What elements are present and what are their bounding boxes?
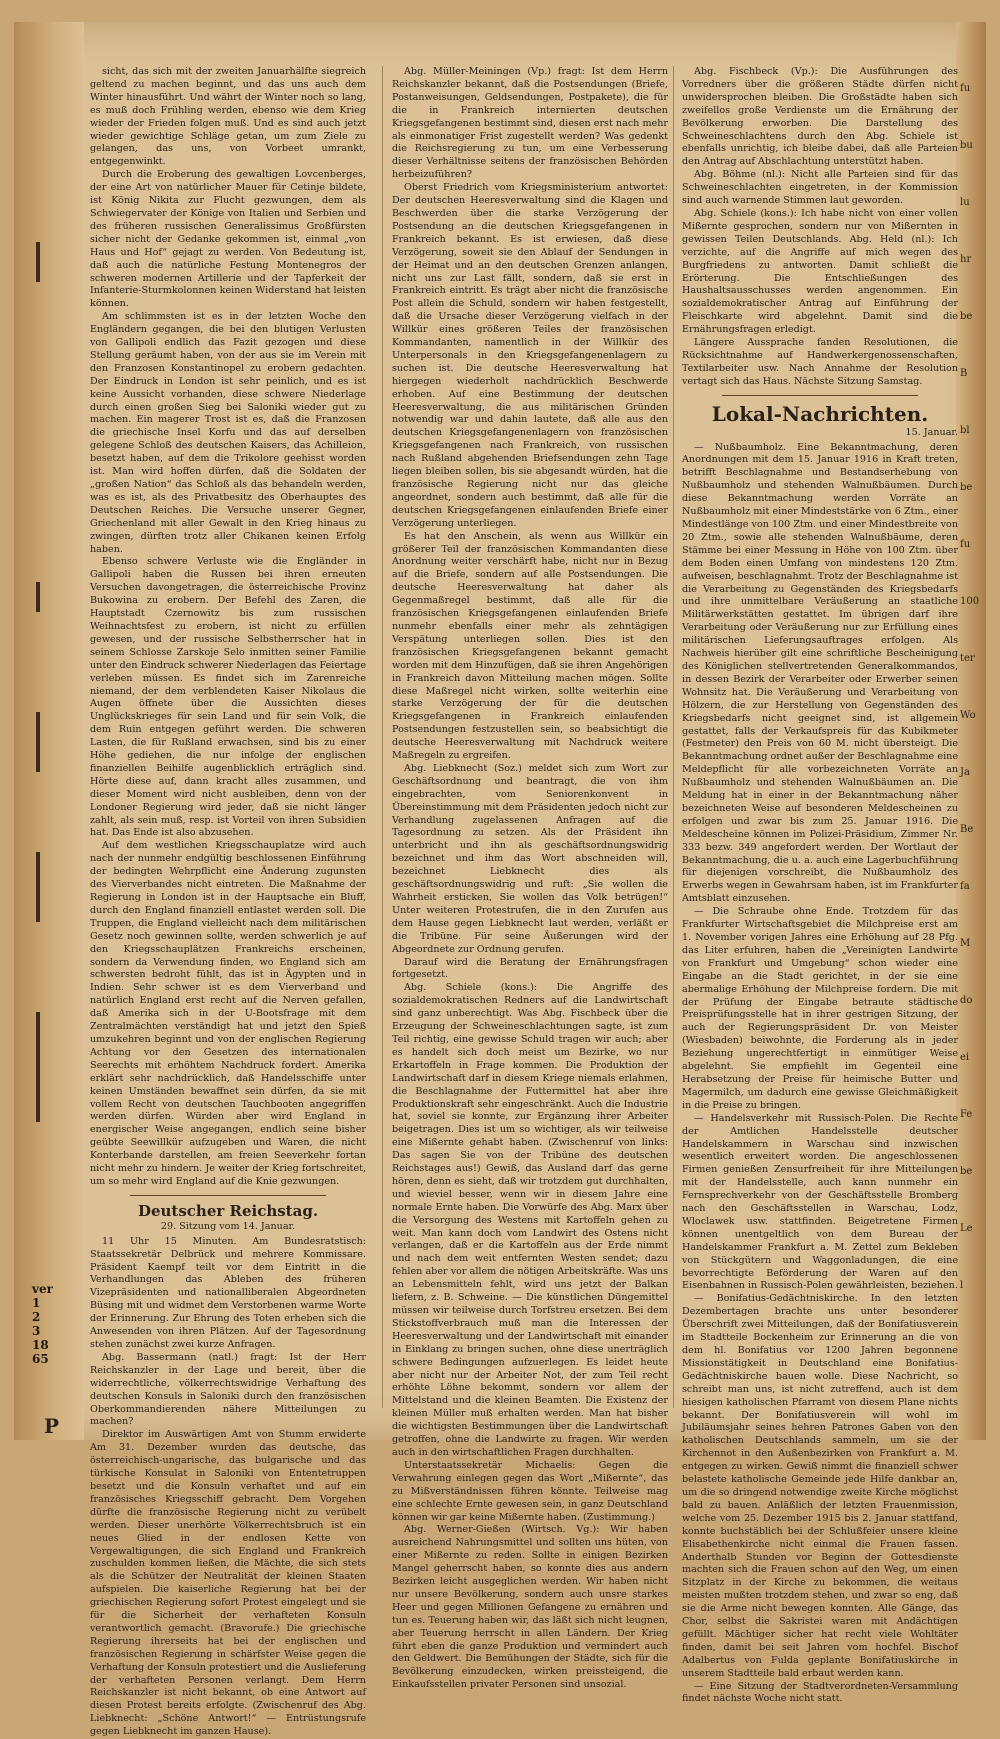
edge-fragment: l	[960, 1280, 964, 1291]
paragraph: Direktor im Auswärtigen Amt von Stumm erwiderte Am 31. Dezember wurden das deutsche, das österreichisch-ungarische, das bulgarische und das türkische Konsulat in Saloniki von Ententetruppen besetzt und die Konsuln verhaftet und auf ein französisches Kriegsschiff gebracht. Dem Vorgehen dürfte die französische Regierung nicht zu verübelt werden. Dieser unerhörte Völkerrechtsbruch ist ein neues Glied in der endlosen Kette von Vergewaltigungen, die sich England und Frankreich zuschulden kommen ließen, die Mächte, die sich stets als die Schützer der Neutralität der kleinen Staaten aufspielen. Die kaiserliche Regierung hat bei der griechischen Regierung sofort Protest eingelegt und sie für die Sicherheit der verhafteten Konsuln verantwortlich gemacht. (Bravorufe.) Die griechische Regierung ihrerseits hat bei der englischen und französischen Regierung in schärfster Weise gegen die Verhaftung der Konsuln protestiert und die Auslieferung der verhafteten Personen verlangt. Dem Herrn Reichskanzler ist nicht bekannt, ob eine Antwort auf diesen Protest bereits erfolgte. (Zwischenruf des Abg. Liebknecht: „Schöne Antwort!“ — Entrüstungsrufe gegen Liebknecht im ganzen Hause).	[90, 1429, 366, 1738]
column-2	[392, 66, 668, 1691]
edge-fragment: fa	[960, 881, 970, 892]
margin-bar	[36, 712, 40, 772]
edge-fragment: Be	[960, 824, 974, 835]
margin-notes	[32, 1282, 72, 1366]
paragraph: Abg. Fischbeck (Vp.): Die Ausführungen des Vorredners über die größeren Städte dürfen nicht unwidersprochen bleiben. Die Großstädte haben sich zweifellos große Verdienste um die Ernährung der Bevölkerung erworben. Die Darstellung des Schweineschlachtens durch den Abg. Schiele ist ebenfalls unrichtig, ich bleibe dabei, daß alle Parteien den Antrag auf Abschlachtung unterstützt haben.	[682, 66, 958, 168]
col3-section-body	[682, 442, 958, 1707]
right-edge-fragments	[960, 82, 984, 1336]
newspaper-page	[14, 22, 986, 1738]
column-1	[90, 66, 366, 1738]
paragraph: Abg. Müller-Meiningen (Vp.) fragt: Ist dem Herrn Reichskanzler bekannt, daß die Postsendungen (Briefe, Postanweisungen, Geldsendungen, Postpakete), die für die in Frankreich internierten deutschen Kriegsgefangenen bestimmt sind, diesen erst nach mehr als einmonatiger Frist zugestellt werden? Was gedenkt die Reichsregierung zu tun, um eine Verbesserung dieser Verhältnisse seitens der französischen Behörden herbeizuführen?	[392, 66, 668, 181]
edge-fragment: Fe	[960, 1109, 973, 1120]
margin-note: 2	[32, 1310, 41, 1324]
paragraph: — Nußbaumholz. Eine Bekanntmachung, deren Anordnungen mit dem 15. Januar 1916 in Kraft treten, betrifft Beschlagnahme und Bestandserhebung von Nußbaumholz und stehenden Walnußbäumen. Durch diese Bekanntmachung werden Vorräte an Nußbaumholz mit einer Mindeststärke von 6 Ztm., einer Mindestlänge von 100 Ztm. und einer Mindestbreite von 20 Ztm., sowie alle stehenden Walnußbäume, deren Stämme bei einer Messung in Höhe von 100 Ztm. über dem Boden einen Umfang von mindestens 120 Ztm. aufweisen, beschlagnahmt. Trotz der Beschlagnahme ist die Verarbeitung zu Gegenständen des Kriegsbedarfs und ihre unmittelbare Veräußerung an staatliche Militärwerkstätten gestattet. Im übrigen darf ihre Verarbeitung oder Veräußerung nur zur Erfüllung eines militärischen Lieferungsauftrages erfolgen. Als Nachweis hierüber gilt eine schriftliche Bescheinigung des Königlichen stellvertretenden Generalkommandos, in dessen Bezirk der Verarbeiter oder Erwerber seinen Wohnsitz hat. Die Veräußerung und Verarbeitung von Hölzern, die zur Herstellung von Gegenständen des Kriegsbedarfs nicht geeignet sind, ist allgemein gestattet, falls der Verkaufspreis für das Kubikmeter (Festmeter) den Preis von 60 M. nicht übersteigt. Die Bekanntmachung ordnet außer der Beschlagnahme eine Meldepflicht für alle vorbezeichneten Vorräte an Nußbaumholz und stehenden Walnußbäumen an. Die Meldung hat in einer in der Bekanntmachung näher bezeichneten Weise auf besonderen Meldescheinen zu erfolgen und zwar bis zum 25. Januar 1916. Die Meldescheine können im Polizei-Präsidium, Zimmer Nr. 333 bezw. 349 angefordert werden. Der Wortlaut der Bekanntmachung, die u. a. auch eine Lagerbuchführung für diejenigen vorschreibt, die Nußbaumholz des Erwerbs wegen in Gewahrsam haben, ist im Frankfurter Amtsblatt einzusehen.	[682, 441, 958, 905]
margin-bar	[36, 582, 40, 612]
paragraph: Abg. Werner-Gießen (Wirtsch. Vg.): Wir haben ausreichend Nahrungsmittel und sollten uns hüten, von einer Mißernte zu reden. Sollte in einigen Bezirken Mangel geherrscht haben, so konnte dies aus andern Bezirken leicht ausgeglichen werden. Wir haben nicht nur unsere Bevölkerung, sondern auch unsre starkes Heer und gegen Millionen Gefangene zu ernähren und tun es. Teuerung haben wir, das läßt sich nicht leugnen, aber Teuerung herrscht in allen Ländern. Der Krieg führt eben die ganze Produktion und vermindert auch den Geldwert. Die Bemühungen der Städte, sich für die Bevölkerung einzudecken, wirken preissteigend, die Einkaufsstellen privater Personen sind unsozial.	[392, 1524, 668, 1691]
paragraph: Abg. Liebknecht (Soz.) meldet sich zum Wort zur Geschäftsordnung und beantragt, die von ihm eingebrachten, vom Seniorenkonvent in Übereinstimmung mit dem Präsidenten jedoch nicht zur Verhandlung zugelassenen Anfragen auf die Tagesordnung zu setzen. Als der Präsident ihn unterbricht und ihn als geschäftsordnungswidrig bezeichnet und ihm das Wort abschneiden will, bezeichnet Liebknecht dies als geschäftsordnungswidrig und ruft: „Sie wollen die Wahrheit ersticken, Sie wollen das Volk betrügen!“ Unter weiteren Protestrufen, die in den Zurufen aus dem Hause gegen Liebknecht laut werden, verläßt er die Tribüne. Für seine Äußerungen wird der Abgeordnete zur Ordnung gerufen.	[392, 762, 668, 955]
paragraph: Ebenso schwere Verluste wie die Engländer in Gallipoli haben die Russen bei ihren erneuten Versuchen davongetragen, die österreichische Provinz Bukowina zu erobern. Der Befehl des Zaren, die Hauptstadt Czernowitz bis zum russischen Weihnachtsfest zu erobern, ist nicht zu erfüllen gewesen, und der russische Selbstherrscher hat in seinem Schlosse Zarskoje Selo inmitten seiner Familie unter den Eindruck schwerer Niederlagen das Feiertage verleben müssen. Es findet sich im Zarenreiche niemand, der dem verblendeten Kaiser Nikolaus die Augen öffnete über die Aussichten dieses Unglückskrieges für sein Land und für sein Volk, die dem Ruin entgegen geführt werden. Die schweren Lasten, die für Rußland erwachsen, sind bis zu einer Höhe gediehen, die nur infolge der englischen finanziellen Beihilfe augenblicklich erträglich sind. Hörte diese auf, dann kracht alles zusammen, und dieser Moment wird nicht ausbleiben, denn von der Londoner Regierung wird jeder, daß sie nicht länger zahlt, als sein muß, resp. ist Vorteil von ihren Subsidien hat. Das Ende ist also abzusehen.	[90, 556, 366, 839]
edge-fragment: Wo	[960, 710, 976, 721]
paragraph: Abg. Bassermann (natl.) fragt: Ist der Herr Reichskanzler in der Lage und bereit, über die widerrechtliche, völkerrechtswidrige Verhaftung des deutschen Konsuls in Saloniki durch den französischen Oberkommandierenden nähere Mitteilungen zu machen?	[90, 1351, 366, 1428]
paragraph: Unterstaatssekretär Michaelis: Gegen die Verwahrung einlegen gegen das Wort „Mißernte“, das zu Mißverständnissen führen könnte. Teilweise mag eine schlechte Ernte gewesen sein, in ganz Deutschland können wir gar keine Mißernte haben. (Zustimmung.)	[392, 1459, 668, 1523]
paragraph: Auf dem westlichen Kriegsschauplatze wird auch nach der nunmehr endgültig beschlossenen Einführung der bedingten Wehrpflicht eine Änderung zugunsten des Vierverbandes nicht eintreten. Die Maßnahme der Regierung in London ist in der Hauptsache ein Bluff, durch den England finanziell entlastet werden soll. Die Truppen, die England vielleicht nach dem militärischen Gesetz noch gewinnen sollte, werden schwerlich je auf den Kriegsschauplätzen Frankreichs erscheinen, sondern da Verwendung finden, wo England sich am schwersten bedroht fühlt, das ist in Ägypten und in Indien. Sehr schwer ist es dem Vierverband und natürlich England erst recht auf die Nerven gefallen, daß Amerika sich in der U-Bootsfrage mit dem Zentralmächten verständigt hat und jetzt den Spieß umzukehren beginnt und von der englischen Regierung Achtung vor den Gesetzen des internationalen Seerechts mit erhöhtem Nachdruck fordert. Amerika erklärt sehr nachdrücklich, daß Handelsschiffe unter keinen Umständen bewaffnet sein dürfen, da sie mit vollem Recht von deutschen Tauchbooten angegriffen werden dürfen. Würden aber wird England in energischer Weise angegangen, endlich seine bisher geübte Seewillkür aufzugeben und Waren, die nicht Konterbande darstellen, am freien Seeverkehr fortan nicht mehr zu hindern. Je weiter der Krieg fortschreitet, um so mehr wird England auf die Knie gezwungen.	[90, 840, 366, 1187]
paragraph: Längere Aussprache fanden Resolutionen, die Rücksichtnahme auf Handwerkergenossenschaften, Textilarbeiter usw. Nach Annahme der Resolution vertagt sich das Haus. Nächste Sitzung Samstag.	[682, 337, 958, 387]
section-heading-lokal: Lokal-Nachrichten.	[711, 401, 929, 426]
paragraph: — Bonifatius-Gedächtniskirche. In den letzten Dezembertagen brachte uns unter besonderer Überschrift zwei Mitteilungen, daß der Bonifatiusverein im Stadtteile Bockenheim zur Erinnerung an die von dem hl. Bonifatius vor 1200 Jahren begonnene Missionstätigkeit in Deutschland eine Bonifatius-Gedächtniskirche bauen wolle. Diese Nachricht, so schreibt man uns, ist nicht zutreffend, auch ist dem hiesigen katholischen Pfarramt von diesem Plane nichts bekannt. Der Bonifatiusverein will wohl im Jubiläumsjahr seines hehren Patrones Gaben von den katholischen Deutschlands sammeln, um sie der Kirchennot in den Außenbezirken von Frankfurt a. M. entgegen zu wirken. Gewiß nimmt die finanziell schwer belastete katholische Gemeinde jede Hilfe dankbar an, um die so dringend notwendige zweite Kirche möglichst bald zu bauen. Anläßlich der letzten Frauenmission, welche vom 25. Dezember 1915 bis 2. Januar stattfand, konnte buchstäblich bei der Schlußfeier unsere kleine Elisabethenkirche nicht einmal die Frauen fassen. Anderthalb Stunden vor Beginn der Gottesdienste machten sich die Frauen schon auf den Weg, um einen Sitzplatz in der Kirche zu bekommen, die weitaus meisten mußten trotzdem stehen, und zwar so eng, daß sie die Arme nicht bewegen konnten. Alle Gänge, das Chor, selbst die Sakristei waren mit Andächtigen gefüllt. Mächtiger sicher hat recht viele Wohltäter finden, damit bei seit Jahren vom hochfel. Bischof Adalbertus von Fulda geplante Bonifatiuskirche in unserem Stadtteile bald erbaut werden kann.	[682, 1293, 958, 1679]
paragraph: Abg. Schiele (kons.): Ich habe nicht von einer vollen Mißernte gesprochen, sondern nur von Mißernten in gewissen Teilen Deutschlands. Abg. Held (nl.): Ich verzichte, auf die Angriffe auf mich wegen des Burgfriedens zu antworten. Damit schließt die Erörterung. Die Entschließungen des Haushaltsausschusses werden angenommen. Ein sozialdemokratischer Antrag auf Einführung der Fleischkarte wird abgelehnt. Damit sind die Ernährungsfragen erledigt.	[682, 207, 958, 336]
paragraph: sicht, das sich mit der zweiten Januarhälfte siegreich geltend zu machen beginnt, und das uns auch dem Winter hinausführt. Und währt der Winter noch so lang, es muß doch Frühling werden, ebenso wie dem Krieg wieder der Frieden folgen muß. Und es sind auch jetzt wieder gewichtige Schläge getan, um zum Ziele zu gelangen, das uns, von Vorbeet umrankt, entgegenwinkt.	[90, 66, 366, 168]
edge-fragment: Ja	[960, 767, 970, 778]
col1-body	[90, 66, 366, 1189]
edge-fragment: ter	[960, 653, 975, 664]
edge-fragment: 100	[960, 596, 980, 607]
binding-gutter	[14, 22, 84, 1440]
edge-fragment: fu	[960, 539, 971, 550]
margin-note: 1	[32, 1296, 41, 1310]
col3-body	[682, 66, 958, 389]
edge-fragment: hr	[960, 254, 972, 265]
paragraph: Durch die Eroberung des gewaltigen Lovcenberges, der eine Art von natürlicher Mauer für Cetinje bildete, ist König Nikita zur Flucht gezwungen, dem als Schwiegervater der Könige von Italien und Serbien und des früheren russischen Generalissimus Großfürsten sicher nicht der Gedanke gekommen ist, einmal „von Haus und Hof“ gejagt zu werden. Von Bedeutung ist, daß auch die natürliche Festung Montenegros der schweren modernen Artillerie und der Tapferkeit der Infanterie-Sturmkolonnen keinen Widerstand hat leisten können.	[90, 169, 366, 310]
margin-note: 18	[32, 1338, 49, 1352]
edge-fragment: M	[960, 938, 971, 949]
section-rule	[130, 1195, 326, 1196]
paragraph: — Handelsverkehr mit Russisch-Polen. Die Rechte der Amtlichen Handelsstelle deutscher Handelskammern in Warschau sind inzwischen wesentlich erweitert worden. Die angeschlossenen Firmen genießen Zensurfreiheit für ihre Mitteilungen mit der Handelsstelle, auch kann nunmehr ein Fernsprechverkehr von der Geschäftsstelle Bromberg nach den Geschäftsstellen in Warschau, Lodz, Wloclawek usw. stattfinden. Beigetretene Firmen können unentgeltlich von dem Bureau der Handelskammer Frankfurt a. M. Zettel zum Bekleben von Stückgütern und Waggonladungen, die eine bevorrechtigte Beförderung der Waren auf den Eisenbahnen in Russisch-Polen gewährleisten, beziehen.	[682, 1112, 958, 1292]
paragraph: Es hat den Anschein, als wenn aus Willkür ein größerer Teil der französischen Kommandanten diese Anordnung weiter verschärft habe, nicht nur in Bezug auf die Briefe, sondern auf alle Postsendungen. Die deutsche Heeresverwaltung hat daher als Gegenmaßregel bestimmt, daß alle für die französischen Kriegsgefangenen einlaufenden Briefe nunmehr ebenfalls einer mehr als zehntägigen Verspätung unterliegen sollen. Dies ist den französischen Kriegsgefangenen bekannt gemacht worden mit dem Hinzufügen, daß sie ihren Angehörigen in Frankreich davon Mitteilung machen mögen. Sollte diese Maßregel nicht wirken, sollte weiterhin eine starke Verzögerung der für die deutschen Kriegsgefangenen in Frankreich einlaufenden Postsendungen festzustellen sein, so beabsichtigt die deutsche Heeresverwaltung mit Nachdruck weitere Maßregeln zu ergreifen.	[392, 530, 668, 762]
edge-fragment: Le	[960, 1223, 973, 1234]
margin-mark: P	[44, 1414, 60, 1438]
section-rule	[722, 395, 918, 396]
edge-fragment: bl	[960, 425, 970, 436]
edge-fragment: B	[960, 368, 968, 379]
paragraph: Oberst Friedrich vom Kriegsministerium antwortet: Der deutschen Heeresverwaltung sind die Klagen und Beschwerden über die starke Verzögerung der Postsendung an die deutschen Kriegsgefangenen in Frankreich bekannt. Es ist erwiesen, daß diese Verzögerung, soweit sie den Ablauf der Sendungen in der Heimat und an den deutschen Grenzen anlangen, nicht uns zur Last fällt, sondern, daß sie erst in Frankreich eintritt. Es trägt aber nicht die französische Post allein die Schuld, sondern wir haben festgestellt, daß die Ursache dieser Verzögerung vielfach in der Willkür eines größeren Teiles der französischen Kommandanten, namentlich in der Willkür des Unterpersonals in den Kriegsgefangenenlagern zu suchen ist. Die deutsche Heeresverwaltung hat hiergegen wiederholt nachdrücklich Beschwerde erhoben. Auf eine Bestimmung der deutschen Heeresverwaltung, die aus militärischen Gründen notwendig war und dahin lautete, daß alle aus den deutschen Kriegsgefangenenlagern von französischen Kriegsgefangenen nach Frankreich, von russischen nach Rußland abgehenden Briefsendungen zehn Tage liegen bleiben sollen, bis sie abgesandt würden, hat die französische Regierung nicht nur das gleiche angeordnet, sondern auch bestimmt, daß alle für die deutschen Kriegsgefangenen einlaufenden Briefe einer Verzögerung unterliegen.	[392, 182, 668, 529]
paragraph: — Eine Sitzung der Stadtverordneten-Versammlung findet nächste Woche nicht statt.	[682, 1680, 958, 1705]
paragraph: 11 Uhr 15 Minuten. Am Bundesratstisch: Staatssekretär Delbrück und mehrere Kommissare. Präsident Kaempf teilt vor dem Eintritt in die Verhandlungen das Ableben des früheren Vizepräsidenten und nationalliberalen Abgeordneten Büsing mit und widmet dem Verstorbenen warme Worte der Erinnerung. Zur Ehrung des Toten erheben sich die Anwesenden von ihren Plätzen. Auf der Tagesordnung stehen zunächst zwei kurze Anfragen.	[90, 1235, 366, 1350]
column-3	[682, 66, 958, 1705]
section-heading-reichstag: Deutscher Reichstag.	[137, 1201, 319, 1220]
section-subline: 15. Januar.	[905, 426, 958, 438]
paragraph: Darauf wird die Beratung der Ernährungsfragen fortgesetzt.	[392, 956, 668, 981]
margin-note: ver	[32, 1282, 53, 1296]
margin-bar	[36, 242, 40, 282]
paragraph: Abg. Schiele (kons.): Die Angriffe des sozialdemokratischen Redners auf die Landwirtschaft sind ganz unberechtigt. Was Abg. Fischbeck über die Erzeugung der Schweineschlachtungen sagte, ist zum Teil richtig, eine gewisse Schuld tragen wir auch; aber es handelt sich doch meist um Bezirke, wo nur Erkartoffeln in Frage kommen. Die Produktion der Landwirtschaft darf in diesem Kriege niemals erlahmen, die Beschlagnahme der Futtermittel hat aber ihre Produktionskraft sehr eingeschränkt. Auch die Industrie hat, soviel sie konnte, zur Ergänzung ihrer Arbeiter beigetragen. Dies ist um so wichtiger, als wir teilweise eine Mißernte gehabt haben. (Zwischenruf von links: Das sagen Sie von der Tribüne des deutschen Reichstages aus!) Gewiß, das Ausland darf das gerne hören, denn es sieht, daß wir trotzdem gut durchhalten, und wieviel besser, wenn wir in diesem Jahre eine normale Ernte haben. Die Vorwürfe des Abg. Marx über die Versorgung des Westens mit Kartoffeln gehen zu weit. Man kann doch vom Landwirt des Ostens nicht verlangen, daß er die Kartoffeln aus der Erde nimmt und nach dem weit entfernten Westen sendet; dazu fehlen aber vor allem die nötigen Arbeitskräfte. Was uns an Lebensmitteln fehlt, wird uns jetzt der Balkan liefern, z. B. Schweine. — Die künstlichen Düngemittel müssen wir teilweise durch Torfstreu ersetzen. Bei dem Stickstoffverbrauch muß man die Interessen der Heeresverwaltung und der Landwirtschaft mit einander in Einklang zu bringen suchen, ohne diese unerträglich schwere Bedingungen aufzuerlegen. Es leidet heute aber nicht nur der Arbeiter Not, der zum Teil recht erhöhte Löhne bekommt, sondern vor allem der Mittelstand und die kleinen Beamten. Die Existenz der kleinen Müller muß erhalten werden. Man hat bisher die wichtigsten Bestimmungen über die Landwirtschaft getroffen, ohne die Landwirte zu fragen. Wir werden auch in den wirtschaftlichen Fragen durchhalten.	[392, 982, 668, 1458]
edge-fragment: bu	[960, 140, 973, 151]
edge-fragment: be	[960, 482, 973, 493]
edge-fragment: be	[960, 1166, 973, 1177]
col2-body	[392, 66, 668, 1692]
edge-fragment: be	[960, 311, 973, 322]
margin-note: 3	[32, 1324, 41, 1338]
col1-section-body	[90, 1236, 366, 1739]
edge-fragment: lu	[960, 197, 970, 208]
margin-bar	[36, 1012, 40, 1122]
edge-fragment: do	[960, 995, 973, 1006]
edge-fragment: fu	[960, 83, 971, 94]
section-subline: 29. Sitzung vom 14. Januar.	[160, 1220, 296, 1232]
column-rule	[382, 66, 383, 1408]
edge-fragment: ei	[960, 1052, 970, 1063]
margin-note: 65	[32, 1352, 49, 1366]
column-rule	[673, 66, 674, 1408]
paragraph: Am schlimmsten ist es in der letzten Woche den Engländern gegangen, die bei den blutigen Verlusten von Gallipoli endlich das Fazit gezogen und diese Stellung geräumt haben, von der aus sie im Verein mit den Franzosen Konstantinopel zu erobern gedachten. Der Eindruck in London ist sehr peinlich, und es ist keine Aussicht vorhanden, diese schwere Niederlage durch einen großen Sieg bei Saloniki wieder gut zu machen. Ein magerer Trost ist es, daß die Franzosen die griechische Insel Korfu und das auf derselben gelegene Schloß des deutschen Kaisers, das Achilleion, besetzt haben, auf dem die Trikolore geehisst worden ist. Man wird hoffen dürfen, daß die Soldaten der „großen Nation“ das Schloß als das behandeln werden, was es ist, als des Privatbesitz des Oberhauptes des Deutschen Reiches. Die Versuche unserer Gegner, Griechenland mit aller Gewalt in den Krieg hinaus zu zwingen, dürften trotz aller Chikanen keinen Erfolg haben.	[90, 311, 366, 555]
margin-bar	[36, 852, 40, 922]
paragraph: Abg. Böhme (nl.): Nicht alle Parteien sind für das Schweineschlachten eingetreten, in der Kommission sind auch warnende Stimmen laut geworden.	[682, 169, 958, 207]
paragraph: — Die Schraube ohne Ende. Trotzdem für das Frankfurter Wirtschaftsgebiet die Milchpreise erst am 1. November vorigen Jahres eine Erhöhung auf 28 Pfg. das Liter erfuhren, haben die „Vereinigten Landwirte von Frankfurt und Umgebung“ schon wieder eine Eingabe an die Stadt gerichtet, in der sie eine abermalige Erhöhung der Milchpreise fordern. Die mit der Prüfung der Eingabe betraute städtische Preisprüfungsstelle hat in ihrer gestrigen Sitzung, der auch der Regierungspräsident Dr. von Meister (Wiesbaden) beiwohnte, die Forderung als in jeder Beziehung ungerechtfertigt in einmütiger Weise abgelehnt. Sie empfiehlt im Gegenteil eine Herabsetzung der Preise für heimische Butter und Magermilch, um dadurch eine gewisse Gleichmäßigkeit in die Preise zu bringen.	[682, 906, 958, 1111]
